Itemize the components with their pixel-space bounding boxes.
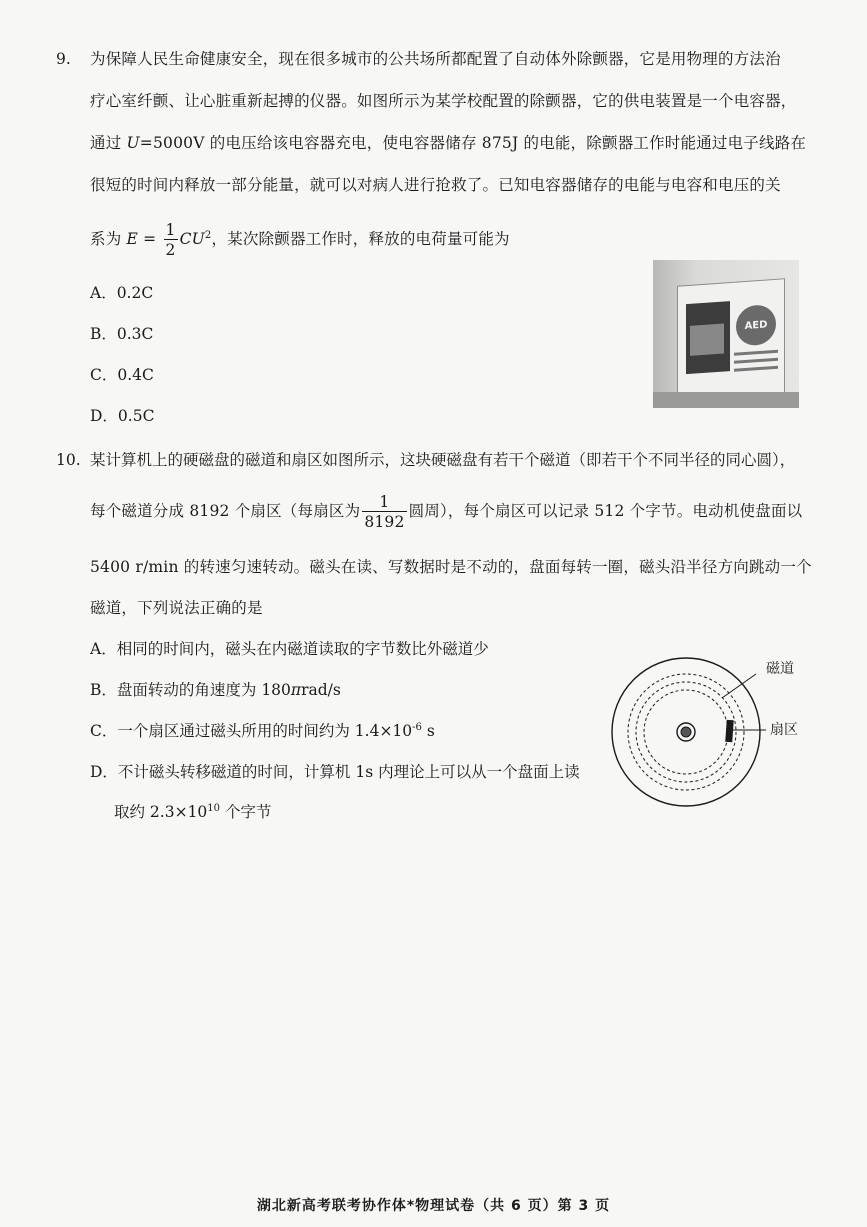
aed-heart-icon: AED (736, 304, 776, 347)
option-a[interactable]: A．0.2C (90, 284, 154, 302)
track-label: 磁道 (766, 661, 794, 677)
question-text-line: 通过 U=5000V 的电压给该电容器充电，使电容器储存 875J 的电能，除颤器工作时能通过电子线路在 (90, 134, 807, 152)
sector-block (725, 720, 734, 742)
option-d[interactable]: D．不计磁头转移磁道的时间，计算机 1s 内理论上可以从一个盘面上读 (90, 763, 580, 781)
question-text-line: 疗心室纤颤、让心脏重新起搏的仪器。如图所示为某学校配置的除颤器，它的供电装置是一个电容器， (90, 92, 797, 110)
aed-photo (653, 260, 799, 408)
fraction-half: $\frac{1}{2}$ (165, 220, 176, 259)
question-text-line: 磁道，下列说法正确的是 (90, 599, 263, 617)
hard-disk-diagram (606, 652, 766, 812)
question-text-line: 为保障人民生命健康安全，现在很多城市的公共场所都配置了自动体外除颤器，它是用物理的方法治 (90, 50, 781, 68)
option-a[interactable]: A．相同的时间内，磁头在内磁道读取的字节数比外磁道少 (90, 640, 489, 658)
formula-line: 系为 E = $\frac{1}{2}$ $CU^2$，某次除颤器工作时，释放的电荷量可能为 (90, 220, 510, 259)
option-c[interactable]: C．0.4C (90, 366, 154, 384)
track-pointer-line (722, 674, 756, 698)
disk-spindle-inner (681, 727, 691, 737)
fraction-line: 每个磁道分成 8192 个扇区（每扇区为 $\frac{1}{8192}$ 圆周），每个扇区可以记录 512 个字节。电动机使盘面以 (90, 492, 803, 531)
option-d[interactable]: D．0.5C (90, 407, 155, 425)
question-text-line: 5400 r/min 的转速匀速转动。磁头在读、写数据时是不动的，盘面每转一圈，磁头沿半径方向跳动一个 (90, 558, 812, 576)
question-text-line: 很短的时间内释放一部分能量，就可以对病人进行抢救了。已知电容器储存的电能与电容和电压的关 (90, 176, 781, 194)
sector-label: 扇区 (770, 722, 798, 738)
question-text-line: 某计算机上的硬磁盘的磁道和扇区如图所示，这块硬磁盘有若干个磁道（即若干个不同半径的同心圆）， (90, 451, 796, 469)
aed-cabinet (677, 278, 785, 404)
question-number: 10. (56, 451, 81, 469)
question-number: 9. (56, 50, 71, 68)
option-b[interactable]: B．盘面转动的角速度为 180πrad/s (90, 681, 341, 699)
option-c[interactable]: C．一个扇区通过磁头所用的时间约为 $1.4\times 10^{-6}$ s (90, 721, 435, 740)
fraction-sector: $\frac{1}{8192}$ (364, 492, 405, 531)
option-b[interactable]: B．0.3C (90, 325, 154, 343)
option-d-continued: 取约 $2.3\times 10^{10}$ 个字节 (114, 802, 272, 821)
page-footer: 湖北新高考联考协作体*物理试卷（共 6 页）第 3 页 (256, 1198, 611, 1214)
